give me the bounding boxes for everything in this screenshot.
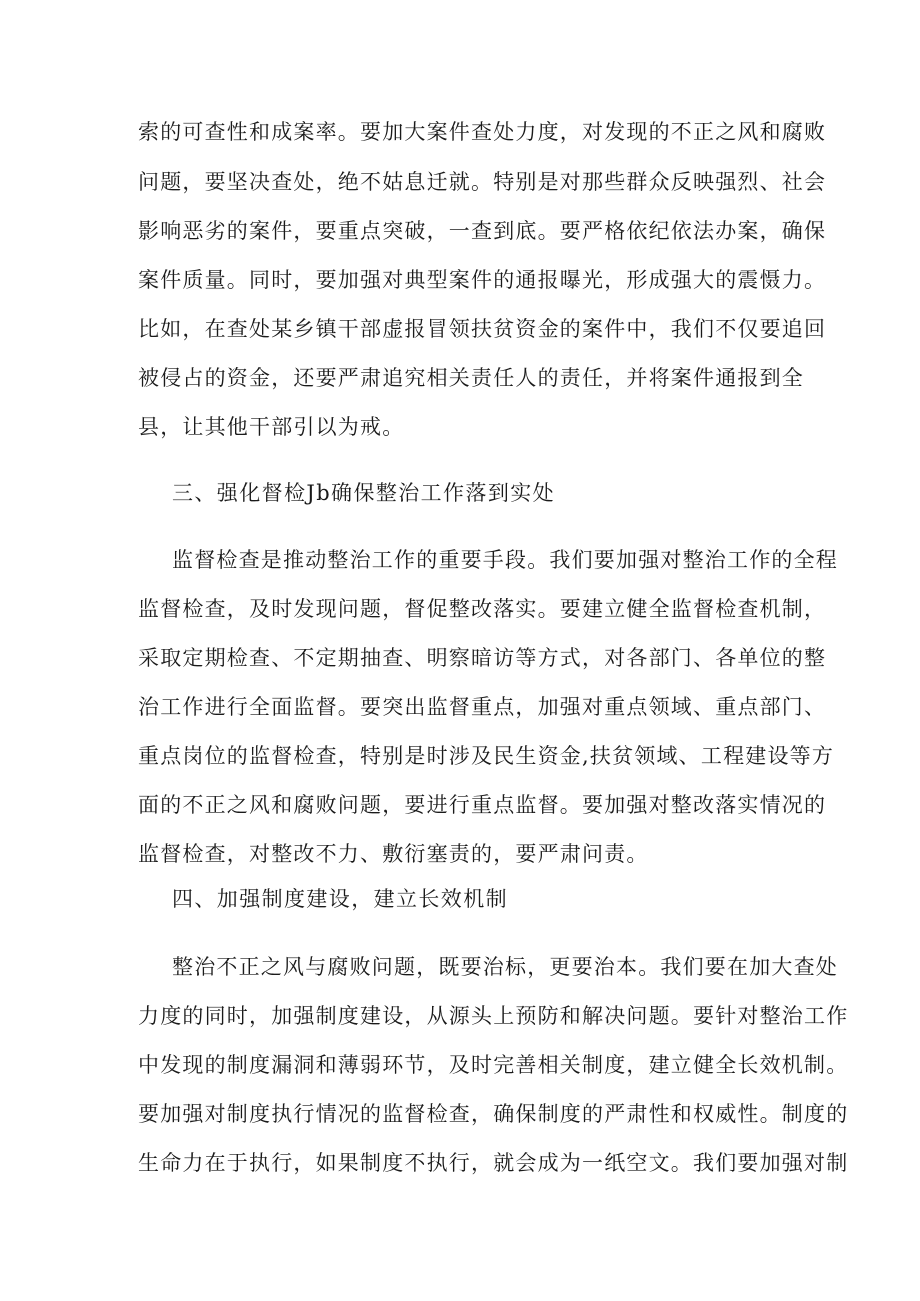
paragraph-line: 监督检查是推动整治工作的重要手段。我们要加强对整治工作的全程 xyxy=(172,548,838,572)
paragraph-line: 监督检查，对整改不力、敷衍塞责的，要严肃问责。 xyxy=(138,842,649,866)
paragraph-line: 比如，在查处某乡镇干部虚报冒领扶贫资金的案件中，我们不仅要追回 xyxy=(138,317,827,341)
paragraph-line: 生命力在于执行，如果制度不执行，就会成为一纸空文。我们要加强对制 xyxy=(138,1151,849,1175)
paragraph-line: 力度的同时，加强制度建设，从源头上预防和解决问题。要针对整治工作 xyxy=(138,1004,849,1028)
paragraph-line: 影响恶劣的案件，要重点突破，一查到底。要严格依纪依法办案，确保 xyxy=(138,219,827,243)
paragraph-line: 索的可查性和成案率。要加大案件查处力度，对发现的不正之风和腐败 xyxy=(138,120,827,144)
section-heading-4: 四、加强制度建设，建立长效机制 xyxy=(172,887,508,911)
paragraph-line: 监督检查，及时发现问题，督促整改落实。要建立健全监督检查机制， xyxy=(138,597,827,621)
paragraph-line: 中发现的制度漏洞和薄弱环节，及时完善相关制度，建立健全长效机制。 xyxy=(138,1053,849,1077)
paragraph-line: 采取定期检查、不定期抽查、明察暗访等方式，对各部门、各单位的整 xyxy=(138,646,827,670)
section-heading-3: 三、强化督检Jb确保整治工作落到实处 xyxy=(172,481,556,505)
paragraph-line: 面的不正之风和腐败问题，要进行重点监督。要加强对整改落实情况的 xyxy=(138,793,827,817)
paragraph-line: 案件质量。同时，要加强对典型案件的通报曝光，形成强大的震慑力。 xyxy=(138,268,827,292)
paragraph-line: 重点岗位的监督检查，特别是时涉及民生资金,扶贫领域、工程建设等方 xyxy=(138,744,835,768)
paragraph-line: 被侵占的资金，还要严肃追究相关责任人的责任，并将案件通报到全 xyxy=(138,366,804,390)
paragraph-line: 整治不正之风与腐败问题，既要治标，更要治本。我们要在加大查处 xyxy=(172,955,838,979)
paragraph-line: 要加强对制度执行情况的监督检查，确保制度的严肃性和权威性。制度的 xyxy=(138,1102,849,1126)
paragraph-line: 县，让其他干部引以为戒。 xyxy=(138,415,405,439)
paragraph-line: 治工作进行全面监督。要突出监督重点，加强对重点领域、重点部门、 xyxy=(138,695,827,719)
paragraph-line: 问题，要坚决查处，绝不姑息迁就。特别是对那些群众反映强烈、社会 xyxy=(138,170,827,194)
